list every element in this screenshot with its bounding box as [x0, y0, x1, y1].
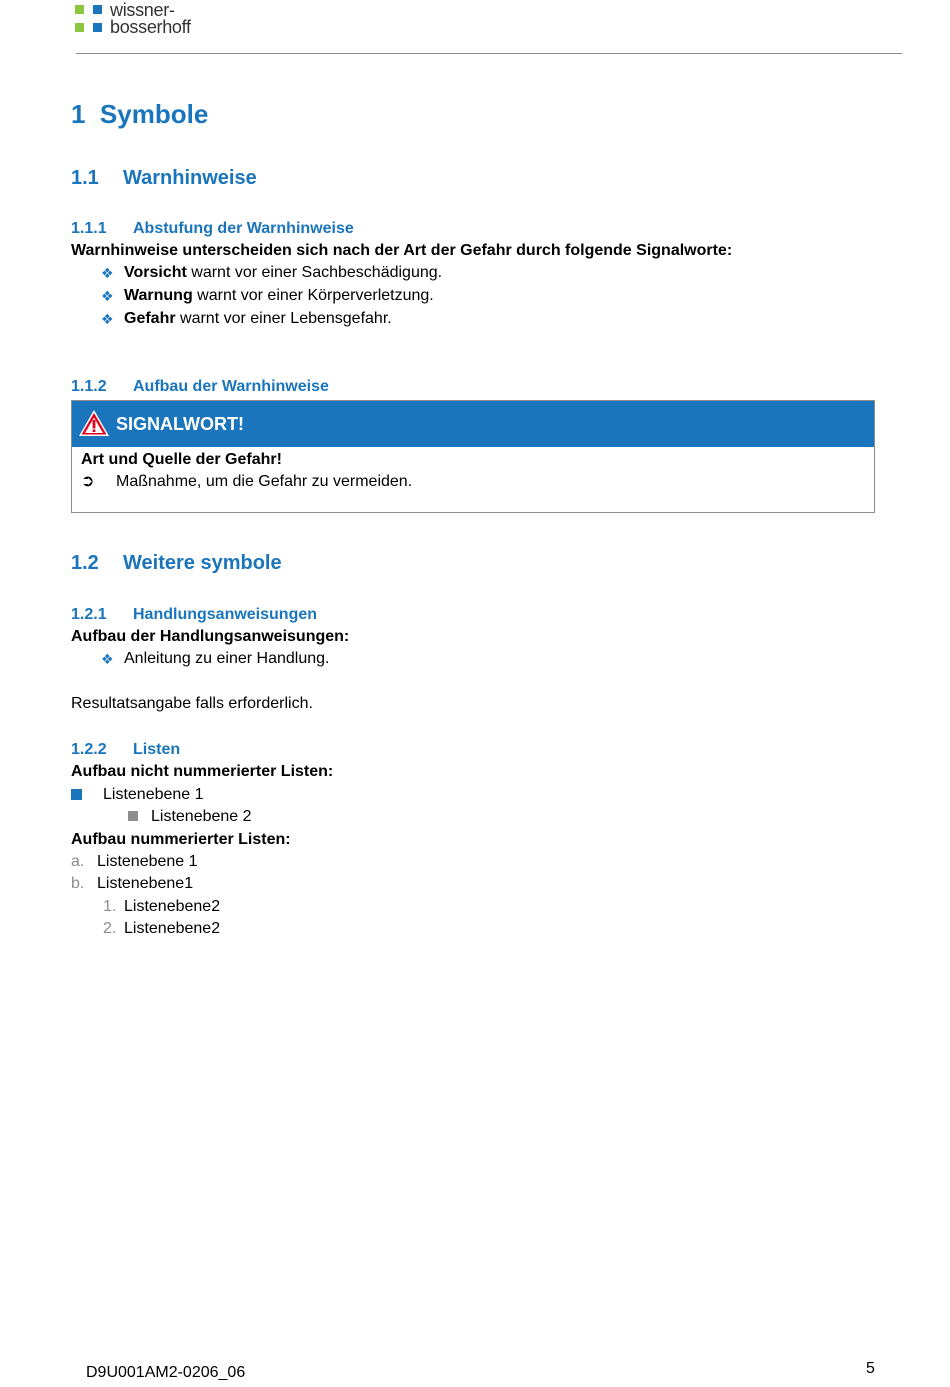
signal-word-description: warnt vor einer Lebensgefahr.	[175, 310, 392, 327]
warning-box	[71, 400, 875, 513]
bullet-square-blue-icon	[71, 789, 82, 800]
signal-word-description: warnt vor einer Körperverletzung.	[192, 287, 434, 304]
header-divider	[76, 53, 902, 54]
heading-1-2-1-title: Handlungsanweisungen	[133, 606, 318, 623]
list-marker: 1.	[103, 898, 117, 915]
logo-square-blue-bottom	[93, 23, 102, 32]
logo-text-line1: wissner-	[110, 0, 175, 20]
heading-1-1-1-number: 1.1.1	[71, 220, 107, 237]
heading-1-1-2-number: 1.1.2	[71, 378, 107, 395]
heading-1-1-2	[71, 377, 329, 397]
warning-triangle-icon	[78, 409, 110, 437]
signal-word-gefahr: Gefahr	[124, 310, 176, 327]
signal-word-vorsicht: Vorsicht	[124, 264, 187, 281]
page-number: 5	[866, 1360, 875, 1377]
list-marker: a.	[71, 853, 85, 870]
result-text: Resultatsangabe falls erforderlich.	[71, 695, 313, 712]
heading-1	[71, 98, 208, 130]
heading-1-1-number: 1.1	[71, 167, 99, 189]
hazard-source: Art und Quelle der Gefahr!	[81, 451, 282, 468]
list-item: Listenebene2	[124, 920, 221, 937]
heading-1-1-title: Warnhinweise	[123, 167, 257, 189]
list-item: Listenebene 1	[103, 786, 204, 803]
list-item: Listenebene 1	[97, 853, 198, 870]
list-marker: 2.	[103, 920, 117, 937]
heading-1-2-2	[71, 740, 180, 760]
hazard-measure: Maßnahme, um die Gefahr zu vermeiden.	[116, 473, 413, 490]
heading-1-1-2-title: Aufbau der Warnhinweise	[133, 378, 329, 395]
bullet-diamond-icon: ❖	[101, 265, 114, 281]
arrow-right-icon: ➲	[81, 473, 95, 490]
list-item: Listenebene2	[124, 898, 221, 915]
heading-1-2-2-number: 1.2.2	[71, 741, 107, 758]
list-item: Listenebene1	[97, 875, 194, 892]
signal-word-warnung: Warnung	[124, 287, 193, 304]
unnumbered-lists-intro: Aufbau nicht nummerierter Listen:	[71, 763, 334, 780]
warnings-intro: Warnhinweise unterscheiden sich nach der Art der Gefahr durch folgende Signalworte:	[71, 242, 733, 259]
signal-word-description: warnt vor einer Sachbeschädigung.	[186, 264, 443, 281]
bullet-diamond-icon: ❖	[101, 311, 114, 327]
heading-1-title: Symbole	[99, 99, 209, 129]
heading-1-2-title: Weitere symbole	[123, 552, 282, 574]
heading-1-2-1-number: 1.2.1	[71, 606, 107, 623]
logo-square-green-top	[75, 5, 84, 14]
document-id: D9U001AM2-0206_06	[86, 1364, 246, 1381]
heading-1-2-1	[71, 605, 317, 625]
heading-1-2-number: 1.2	[71, 552, 99, 574]
list-marker: b.	[71, 875, 85, 892]
list-item	[124, 286, 434, 306]
bullet-diamond-icon: ❖	[101, 288, 114, 304]
heading-1-number: 1	[71, 99, 86, 129]
warning-header-bar	[72, 401, 874, 447]
heading-1-1-1-title: Abstufung der Warnhinweise	[133, 220, 354, 237]
heading-1-2	[71, 551, 282, 575]
instructions-intro: Aufbau der Handlungsanweisungen:	[71, 628, 350, 645]
logo-text-line2: bosserhoff	[110, 17, 191, 37]
list-item	[124, 309, 392, 329]
list-item	[124, 263, 442, 283]
signal-word-label: SIGNALWORT!	[116, 414, 244, 434]
numbered-lists-intro: Aufbau nummerierter Listen:	[71, 831, 291, 848]
bullet-diamond-icon: ❖	[101, 651, 114, 667]
list-item: Listenebene 2	[151, 808, 252, 825]
heading-1-1	[71, 166, 257, 190]
instruction-item: Anleitung zu einer Handlung.	[124, 650, 330, 667]
logo-square-green-bottom	[75, 23, 84, 32]
heading-1-1-1	[71, 219, 354, 239]
company-logo	[0, 0, 200, 40]
logo-square-blue-top	[93, 5, 102, 14]
heading-1-2-2-title: Listen	[133, 741, 181, 758]
bullet-square-grey-icon	[128, 811, 138, 821]
